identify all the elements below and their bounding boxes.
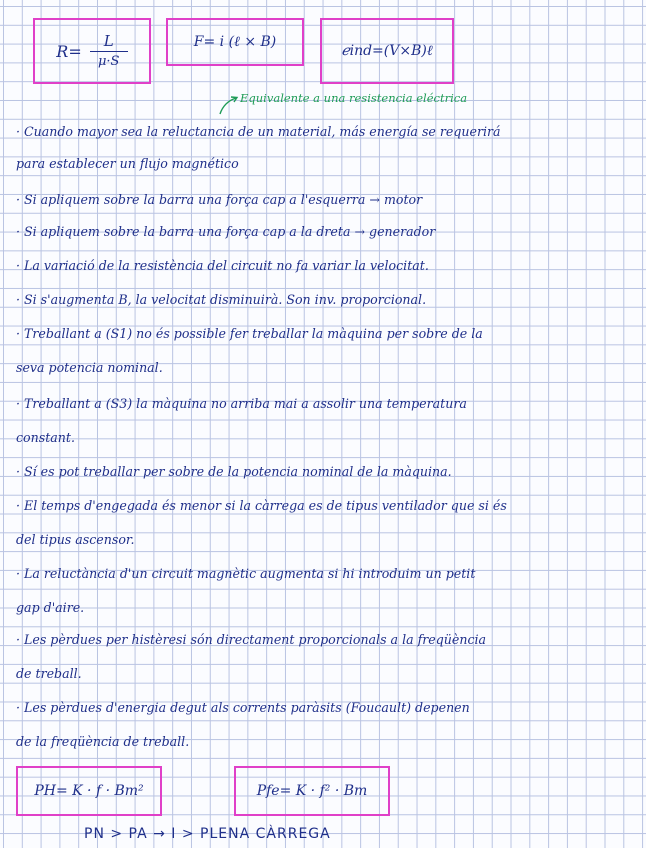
note-line: · Les pèrdues d'energia degut als corrents paràsits (Foucault) depenen xyxy=(16,700,470,715)
note-line: · Si apliquem sobre la barra una força cap a l'esquerra → motor xyxy=(16,192,423,207)
reluctance-numerator: L xyxy=(90,32,128,52)
note-line: del tipus ascensor. xyxy=(16,532,135,547)
reluctance-lhs: R= xyxy=(56,41,82,61)
note-line: · Les pèrdues per histèresi són directament proporcionals a la freqüència xyxy=(16,632,487,647)
note-line: gap d'aire. xyxy=(16,600,85,615)
equivalence-annotation: Equivalente a una resistencia eléctrica xyxy=(240,91,468,105)
reluctance-fraction xyxy=(90,32,128,70)
note-line: · Cuando mayor sea la reluctancia de un material, más energía se requerirá xyxy=(16,124,501,139)
note-line: constant. xyxy=(16,430,75,445)
note-line: · La reluctància d'un circuit magnètic augmenta si hi introduim un petit xyxy=(16,566,476,581)
note-line: de la freqüència de treball. xyxy=(16,734,190,749)
annotation-arrow-icon xyxy=(216,94,242,116)
note-line: · Treballant a (S1) no és possible fer treballar la màquina per sobre de la xyxy=(16,326,483,341)
full-load-condition: PN > PA → I > PLENA CÀRREGA xyxy=(84,826,331,842)
note-line: · La variació de la resistència del circuit no fa variar la velocitat. xyxy=(16,258,429,273)
reluctance-formula-box xyxy=(33,18,151,84)
hysteresis-formula: PH= K · f · Bm² xyxy=(34,783,144,799)
reluctance-denominator: μ·S xyxy=(97,54,120,69)
note-line: seva potencia nominal. xyxy=(16,360,163,375)
force-formula-box xyxy=(166,18,304,66)
emf-formula-box xyxy=(320,18,454,84)
foucault-formula-box xyxy=(234,766,390,816)
note-line: · Si s'augmenta B, la velocitat disminuirà. Son inv. proporcional. xyxy=(16,292,427,307)
note-line: · Treballant a (S3) la màquina no arriba mai a assolir una temperatura xyxy=(16,396,467,411)
note-line: · Sí es pot treballar per sobre de la potencia nominal de la màquina. xyxy=(16,464,452,479)
force-formula: F= i (ℓ × B) xyxy=(193,33,277,50)
foucault-formula: Pfe= K · f² · Bm xyxy=(256,783,368,799)
note-line: para establecer un flujo magnético xyxy=(16,156,239,171)
note-line: · Si apliquem sobre la barra una força cap a la dreta → generador xyxy=(16,224,436,239)
note-line: de treball. xyxy=(16,666,82,681)
hysteresis-formula-box xyxy=(16,766,162,816)
emf-formula: ℯind=(V×B)ℓ xyxy=(341,42,433,59)
note-line: · El temps d'engegada és menor si la càrrega es de tipus ventilador que si és xyxy=(16,498,507,513)
